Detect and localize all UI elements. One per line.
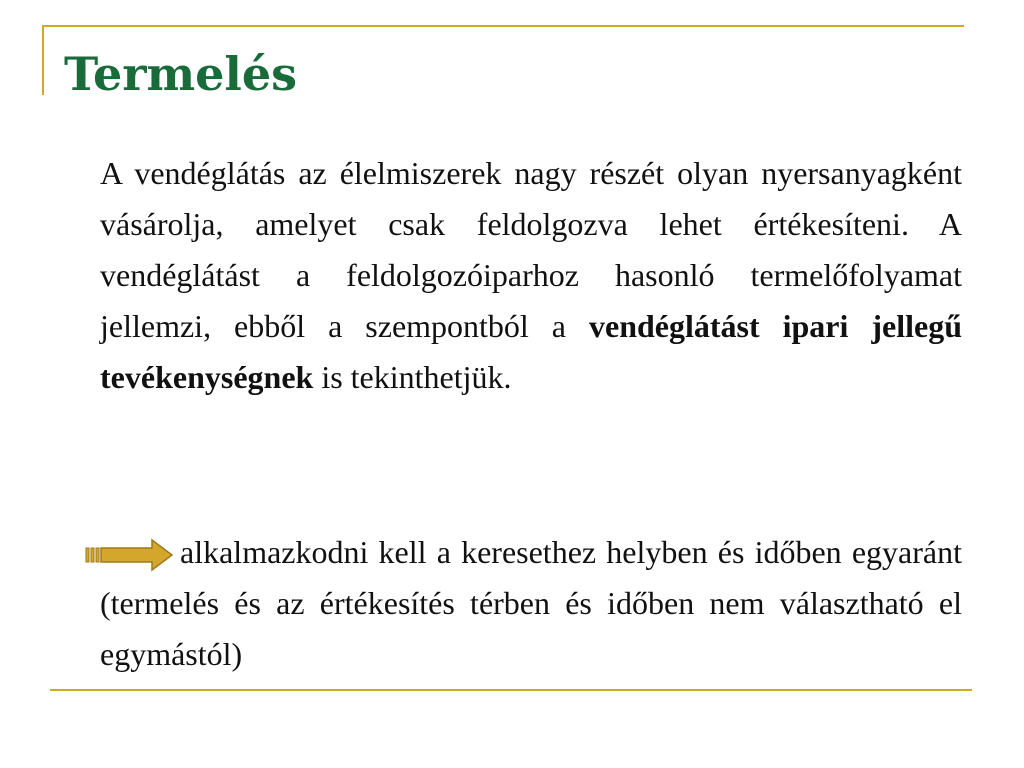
- paragraph-1-text-after: is tekinthetjük.: [313, 359, 512, 395]
- paragraph-2-text: alkalmazkodni kell a keresethez helyben és időben egyaránt (termelés és az értékesítés térben és időben nem választható el egymástól): [100, 534, 962, 672]
- slide-title: Termelés: [64, 47, 298, 101]
- frame-bottom-line: [50, 689, 972, 691]
- frame-top-line: [42, 25, 964, 27]
- frame-left-line: [42, 25, 44, 95]
- paragraph-2: [100, 527, 962, 680]
- paragraph-1: [100, 148, 962, 403]
- paragraph-1-bold-phrase: vendéglátást ipari jellegű tevékenységnek: [100, 308, 963, 395]
- paragraph-1-text-before: A vendéglátás az élelmiszerek nagy részét olyan nyersanyagként vásárolja, amelyet csak feldolgozva lehet értékesíteni. A vendéglátást a feldolgozóiparhoz hasonló termelőfolyamat jellemzi, ebből a szempontból a: [100, 155, 962, 344]
